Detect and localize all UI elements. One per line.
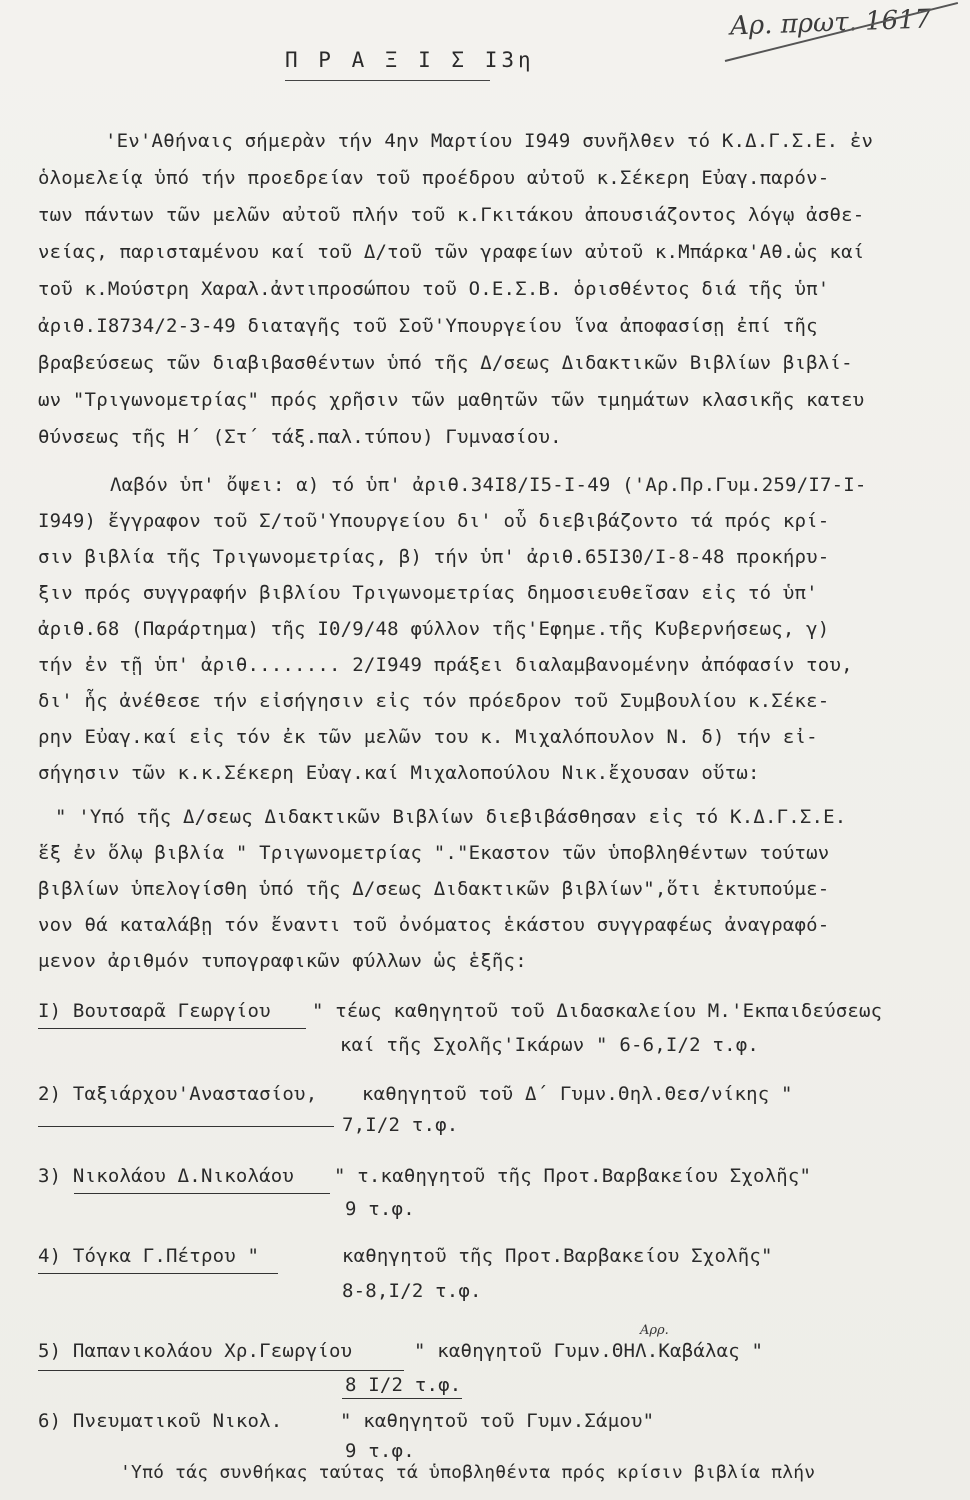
page-estimate: 8-8,Ι/2 τ.φ. [342, 1280, 482, 1302]
text-line: Ι949) ἔγγραφον τοῦ Σ/τοῦ'Υπουργείου δι' οὗ διεβιβάζοντο τά πρός κρί- [38, 510, 830, 532]
author-name: 6) Πνευματικοῦ Νικολ. [38, 1410, 283, 1432]
text-line: ἀριθ.68 (Παράρτημα) τῆς Ι0/9/48 φύλλον τῆς'Εφημε.τῆς Κυβερνήσεως, γ) [38, 618, 830, 640]
author-name: 4) Τόγκα Γ.Πέτρου " [38, 1245, 260, 1267]
page-estimate: 9 τ.φ. [345, 1440, 415, 1462]
page-estimate: 8 Ι/2 τ.φ. [345, 1374, 462, 1396]
author-description: " τέως καθηγητοῦ τοῦ Διδασκαλείου Μ.'Εκπαιδεύσεως [312, 1000, 883, 1022]
text-line: 'Υπό τάς συνθήκας ταύτας τά ὑποβληθέντα πρός κρίσιν βιβλία πλήν [120, 1462, 816, 1483]
text-line: ἀριθ.Ι8734/2-3-49 διαταγῆς τοῦ Σοῦ'Υπουργείου ἵνα ἀποφασίσῃ ἐπί τῆς [38, 315, 818, 337]
author-description: καθηγητοῦ τοῦ Δ΄ Γυμν.Θηλ.Θεσ/νίκης " [362, 1083, 793, 1105]
text-line: τοῦ κ.Μούστρη Χαραλ.ἀντιπροσώπου τοῦ Ο.Ε.Σ.Β. ὁρισθέντος διά τῆς ὑπ' [38, 278, 830, 300]
text-line: βιβλίων ὑπελογίσθη ὑπό τῆς Δ/σεως Διδακτικῶν βιβλίων",ὅτι ἐκτυπούμε- [38, 878, 830, 900]
page-estimate: καί τῆς Σχολῆς'Ικάρων " 6-6,Ι/2 τ.φ. [340, 1034, 760, 1056]
text-line: βραβεύσεως τῶν διαβιβασθέντων ὑπό τῆς Δ/σεως Διδακτικῶν Βιβλίων βιβλί- [38, 352, 853, 374]
text-line: ὁλομελείᾳ ὑπό τήν προεδρείαν τοῦ προέδρου αὐτοῦ κ.Σέκερη Εὐαγ.παρόν- [38, 167, 830, 189]
text-line: μενον ἀριθμόν τυπογραφικῶν φύλλων ὡς ἑξῆς: [38, 950, 527, 972]
text-line: θύνσεως τῆς Η΄ (Στ΄ τάξ.παλ.τύπου) Γυμνασίου. [38, 426, 562, 448]
text-line: ων "Τριγωνομετρίας" πρός χρῆσιν τῶν μαθητῶν τῶν τμημάτων κλασικῆς κατευ [38, 389, 865, 411]
page-estimate: 9 τ.φ. [345, 1198, 415, 1220]
author-description: " καθηγητοῦ Γυμν.ΘΗΛ.Καβάλας " [414, 1340, 764, 1362]
text-line: σιν βιβλία τῆς Τριγωνομετρίας, β) τήν ὑπ' ἀριθ.65Ι30/Ι-8-48 προκήρυ- [38, 546, 830, 568]
text-line: ρην Εὐαγ.καί εἰς τόν ἐκ τῶν μελῶν του κ. Μιχαλόπουλον Ν. δ) τήν εἰ- [38, 726, 818, 748]
text-line: νείας, παρισταμένου καί τοῦ Δ/τοῦ τῶν γραφείων αὐτοῦ κ.Μπάρκα'Αθ.ὡς καί [38, 241, 865, 263]
author-description: " τ.καθηγητοῦ τῆς Προτ.Βαρβακείου Σχολῆς" [334, 1165, 812, 1187]
handwritten-insert: Αρρ. [640, 1323, 669, 1338]
text-line: των πάντων τῶν μελῶν αὐτοῦ πλήν τοῦ κ.Γκιτάκου ἀπουσιάζοντος λόγῳ ἀσθε- [38, 204, 865, 226]
author-name: 5) Παπανικολάου Χρ.Γεωργίου [38, 1340, 353, 1362]
underline-rule [74, 1193, 330, 1194]
underline-rule [38, 1126, 334, 1127]
underline-rule [38, 1370, 404, 1371]
text-line: 'Εν'Αθήναις σήμερὰν τήν 4ην Μαρτίου Ι949 συνῆλθεν τό Κ.Δ.Γ.Σ.Ε. ἐν [105, 130, 874, 152]
author-description: " καθηγητοῦ τοῦ Γυμν.Σάμου" [340, 1410, 655, 1432]
text-line: σήγησιν τῶν κ.κ.Σέκερη Εὐαγ.καί Μιχαλοπούλου Νικ.ἔχουσαν οὕτω: [38, 762, 760, 784]
text-line: τήν ἐν τῇ ὑπ' ἀριθ........ 2/Ι949 πράξει διαλαμβανομένην ἀπόφασίν του, [38, 654, 853, 676]
author-description: καθηγητοῦ τῆς Προτ.Βαρβακείου Σχολῆς" [342, 1245, 773, 1267]
text-line: Λαβόν ὑπ' ὄψει: α) τό ὑπ' ἀριθ.34Ι8/Ι5-Ι-49 ('Αρ.Πρ.Γυμ.259/Ι7-Ι- [110, 474, 867, 496]
title-underline [285, 80, 490, 81]
document-title: Π Ρ Α Ξ Ι Σ Ι3η [285, 48, 535, 72]
page-estimate: 7,Ι/2 τ.φ. [342, 1114, 459, 1136]
underline-rule [38, 1028, 306, 1029]
text-line: δι' ἧς ἀνέθεσε τήν εἰσήγησιν εἰς τόν πρόεδρον τοῦ Συμβουλίου κ.Σέκε- [38, 690, 830, 712]
underline-rule [342, 1398, 462, 1399]
author-name: 3) Νικολάου Δ.Νικολάου [38, 1165, 295, 1187]
text-line: νον θά καταλάβῃ τόν ἔναντι τοῦ ὀνόματος ἑκάστου συγγραφέως ἀναγραφό- [38, 914, 830, 936]
author-name: Ι) Βουτσαρᾶ Γεωργίου [38, 1000, 271, 1022]
text-line: " 'Υπό τῆς Δ/σεως Διδακτικῶν Βιβλίων διεβιβάσθησαν εἰς τό Κ.Δ.Γ.Σ.Ε. [55, 806, 847, 828]
text-line: ἕξ ἐν ὅλῳ βιβλία " Τριγωνομετρίας "."Εκαστον τῶν ὑποβληθέντων τούτων [38, 842, 830, 864]
handwritten-protocol-number: Αρ. πρωτ. 1617 [729, 4, 932, 42]
author-name: 2) Ταξιάρχου'Αναστασίου, [38, 1083, 318, 1105]
text-line: ξιν πρός συγγραφήν βιβλίου Τριγωνομετρίας δημοσιευθεῖσαν εἰς τό ὑπ' [38, 582, 818, 604]
underline-rule [38, 1273, 278, 1274]
